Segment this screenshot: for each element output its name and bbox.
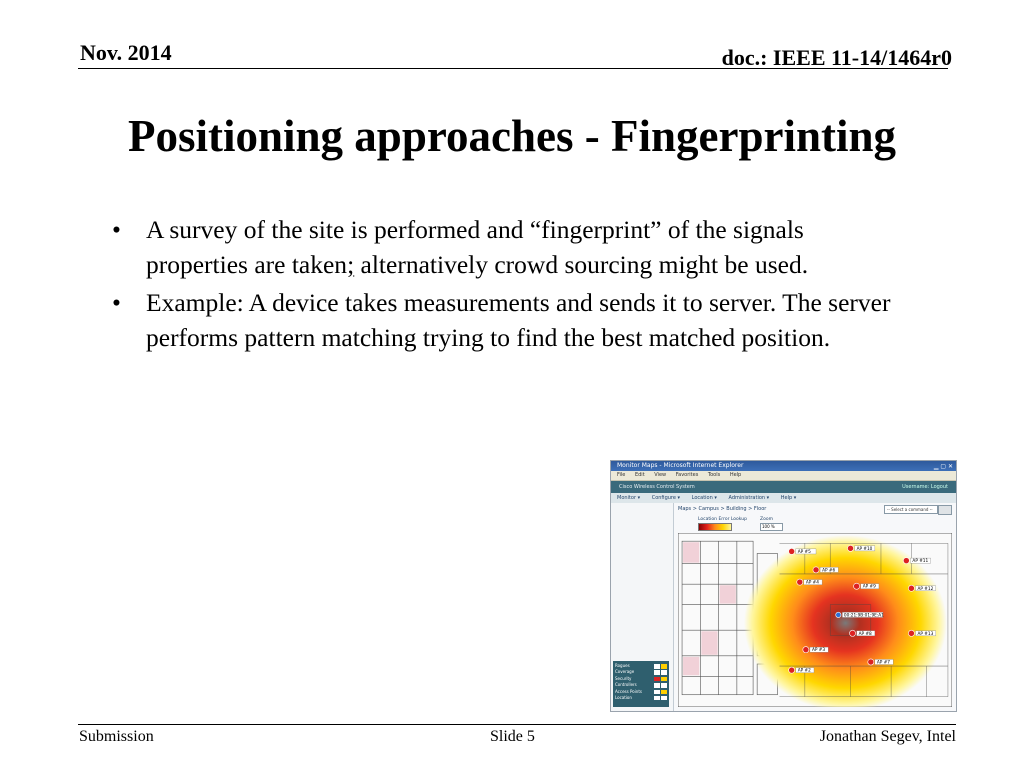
window-controls-icon: ▁ ▢ ✕	[933, 463, 953, 470]
figure-app-user: Username: Logout	[902, 484, 948, 490]
figure-main-panel	[674, 503, 956, 711]
alarm-row-label: Location	[615, 694, 632, 700]
ap-label: AP #7	[876, 660, 890, 666]
bullet-item	[108, 285, 908, 355]
client-marker	[836, 612, 884, 618]
bullet-list	[108, 212, 908, 358]
access-point-marker	[797, 579, 822, 586]
alarm-row	[615, 695, 667, 701]
heat-legend-bar	[698, 523, 732, 531]
bullet-text: Example: A device takes measurements and sends it to server. The server performs pattern matching trying to find the best matched position.	[146, 288, 891, 352]
footer-slide-number: Slide 5	[490, 728, 535, 745]
access-point-marker	[908, 585, 935, 592]
header-doc-id: doc.: IEEE 11-14/1464r0	[721, 45, 952, 70]
access-point-marker	[803, 647, 828, 654]
menu-item: Edit	[634, 472, 645, 478]
ap-label: AP #2	[797, 668, 811, 674]
figure-window-title: Monitor Maps - Microsoft Internet Explorer	[617, 462, 744, 469]
nav-item: Monitor ▾	[617, 495, 641, 501]
figure-menubar	[611, 471, 956, 481]
access-point-marker	[850, 630, 875, 637]
alarm-row-label: Controllers	[615, 682, 637, 688]
access-point-marker	[868, 659, 893, 666]
ap-label: AP #10	[856, 546, 873, 552]
access-point-marker	[813, 567, 838, 574]
nav-item: Configure ▾	[651, 495, 681, 501]
zoom-select: 100 %	[760, 523, 783, 531]
zoom-label: Zoom	[760, 517, 773, 522]
figure-app-name: Cisco Wireless Control System	[619, 484, 695, 490]
access-point-marker	[854, 583, 879, 590]
figure-window-titlebar	[611, 461, 956, 471]
alarm-row-label: Security	[615, 675, 632, 681]
menu-item: Tools	[707, 472, 721, 478]
access-point-marker	[789, 667, 814, 674]
floor-map-svg	[678, 533, 952, 707]
go-button	[938, 505, 952, 515]
header-divider	[78, 68, 948, 69]
access-point-marker	[789, 548, 816, 555]
alarm-row-label: Access Points	[615, 688, 642, 694]
figure-breadcrumb: Maps > Campus > Building > Floor	[678, 506, 767, 512]
access-point-marker	[908, 630, 935, 637]
bullet-item	[108, 212, 908, 282]
command-select: -- Select a command --	[884, 505, 938, 514]
header-date: Nov. 2014	[80, 40, 172, 65]
ap-label: AP #3	[811, 648, 826, 654]
ap-label: AP #8	[858, 631, 872, 637]
fingerprint-map-screenshot	[610, 460, 957, 712]
figure-body	[611, 503, 956, 711]
ap-label: AP #5	[797, 549, 811, 555]
floor-map	[678, 533, 952, 707]
legend-label: Location Error Lookup	[698, 517, 747, 522]
ap-label: AP #6	[822, 568, 836, 574]
alarm-row-label: Coverage	[615, 669, 635, 675]
client-label: 00:21:9B:01:9E:A1	[843, 613, 884, 619]
ap-label: AP #13	[917, 631, 934, 637]
ap-label: AP #11	[912, 559, 929, 565]
bullet-text: A survey of the site is performed and “fingerprint” of the signals properties are taken	[146, 215, 804, 279]
slide-title: Positioning approaches - Fingerprinting	[128, 111, 896, 161]
access-point-marker	[847, 545, 874, 552]
ap-label: AP #9	[862, 584, 876, 590]
menu-item: File	[617, 472, 626, 478]
footer-author: Jonathan Segev, Intel	[819, 728, 956, 745]
bullet-text-cont: alternatively crowd sourcing might be used.	[354, 250, 809, 279]
bullet-underlined-semicolon: ;	[347, 250, 355, 279]
access-point-marker	[903, 558, 930, 565]
footer-submission: Submission	[79, 728, 154, 745]
alarm-row-label: Rogues	[615, 663, 630, 668]
menu-item: Favorites	[675, 472, 699, 478]
menu-item: Help	[729, 472, 742, 478]
alarm-summary	[613, 661, 669, 707]
footer-divider	[78, 724, 956, 725]
figure-app-banner	[611, 481, 956, 493]
nav-item: Administration ▾	[728, 495, 770, 501]
figure-left-panel	[611, 503, 674, 711]
ap-label: AP #12	[917, 586, 934, 592]
nav-item: Location ▾	[691, 495, 717, 501]
ap-label: AP #4	[805, 580, 819, 586]
menu-item: View	[654, 472, 667, 478]
nav-item: Help ▾	[780, 495, 797, 501]
